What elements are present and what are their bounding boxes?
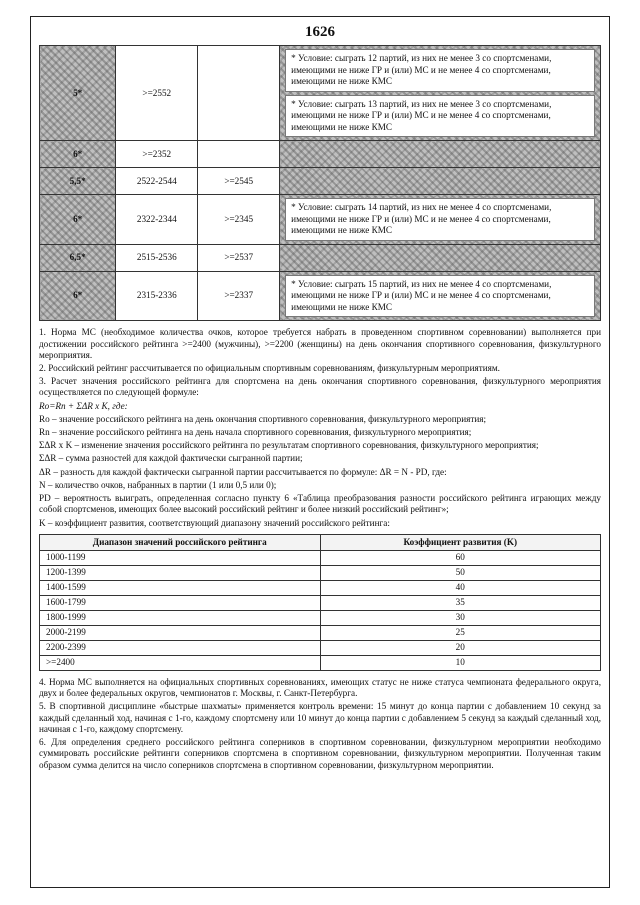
k-value-cell: 25: [320, 626, 601, 641]
norm-rank-cell: 6*: [40, 141, 116, 168]
norm-rating-lo: >=2345: [198, 195, 280, 245]
norm-rating-lo: [198, 46, 280, 141]
norm-condition-cell: [280, 195, 601, 245]
k-table-row: [40, 596, 601, 611]
k-value-cell: 40: [320, 581, 601, 596]
norm-rating-lo: >=2337: [198, 271, 280, 321]
k-range-cell: 1400-1599: [40, 581, 321, 596]
note-2: 2. Российский рейтинг рассчитывается по официальным спортивным соревнованиям, физкультурным мероприятиям.: [39, 362, 500, 373]
note-3: 3. Расчет значения российского рейтинга для спортсмена на день окончания спортивного соревнования, физкультурного мероприятия осуществляется по следующей формуле:: [39, 376, 601, 398]
norm-rating-hi: >=2552: [116, 46, 198, 141]
norm-row: [40, 141, 601, 168]
k-table-row: [40, 611, 601, 626]
note-1: 1. Норма МС (необходимое количества очков, которое требуется набрать в проведенном спортивном соревновании) выполняется при достижении российского рейтинга >=2400 (мужчины), >=2200 (женщины) на день окончания спортивного соревнования, физкультурного мероприятия.: [39, 327, 601, 360]
definition-line: N – количество очков, набранных в партии (1 или 0,5 или 0);: [39, 479, 277, 490]
norm-condition-hi: * Условие: сыграть 14 партий, из них не менее 4 со спортсменами, имеющими не ниже ГР и (или) МС и не менее 4 со спортсменами, имеющими не ниже КМС: [285, 198, 595, 241]
norm-rank-cell: 6*: [40, 271, 116, 321]
norm-condition-cell: [280, 271, 601, 321]
formula-definitions: [39, 414, 601, 516]
k-range-cell: >=2400: [40, 656, 321, 671]
definition-line: Ro – значение российского рейтинга на день окончания спортивного соревнования, физкультурного мероприятия;: [39, 413, 487, 424]
norm-condition-cell: [280, 168, 601, 195]
norm-table: [39, 45, 601, 321]
tail-note: 4. Норма МС выполняется на официальных спортивных соревнованиях, имеющих статус не ниже статуса чемпионата федерального округа, двух и более федеральных округов, чемпионатов г. Москвы, г. Санкт-Петербурга.: [39, 677, 601, 699]
k-value-cell: 20: [320, 641, 601, 656]
definition-line: Rn – значение российского рейтинга на день начала спортивного соревнования, физкультурного мероприятия;: [39, 427, 472, 438]
norm-rating-hi: 2522-2544: [116, 168, 198, 195]
document-page: [30, 16, 610, 888]
k-table-row: [40, 566, 601, 581]
norm-condition-lo: * Условие: сыграть 13 партий, из них не менее 3 со спортсменами, имеющими не ниже ГР и (или) МС и не менее 4 со спортсменами, имеющими не ниже КМС: [285, 95, 595, 138]
notes-section: [39, 327, 601, 529]
k-range-cell: 1000-1199: [40, 551, 321, 566]
definition-line: ΔR – разность для каждой фактически сыгранной партии рассчитывается по формуле: ΔR = N - PD, где:: [39, 466, 447, 477]
k-value-cell: 35: [320, 596, 601, 611]
k-range-cell: 1800-1999: [40, 611, 321, 626]
definition-line: PD – вероятность выиграть, определенная согласно пункту 6 «Таблица преобразования разности российского рейтинга играющих между собой спортсменов, имеющих более высокий российский рейтинг и более низкий российский рейтинг»;: [39, 493, 601, 515]
k-table-row: [40, 551, 601, 566]
norm-rating-lo: [198, 141, 280, 168]
k-table-row: [40, 641, 601, 656]
k-value-cell: 60: [320, 551, 601, 566]
k-value-cell: 50: [320, 566, 601, 581]
k-range-cell: 1200-1399: [40, 566, 321, 581]
k-range-cell: 2200-2399: [40, 641, 321, 656]
norm-condition-cell: [280, 244, 601, 271]
norm-rank-cell: 6,5*: [40, 244, 116, 271]
tail-note: 5. В спортивной дисциплине «быстрые шахматы» применяется контроль времени: 15 минут до конца партии с добавлением 10 секунд за каждый сделанный ход, начиная с 1-го, каждому спортсмену или 10 минут до конца партии с добавлением 5 секунд за каждый сделанный ход, начиная с 1-го, каждому спортсмену.: [39, 701, 601, 734]
norm-rank-cell: 6*: [40, 195, 116, 245]
k-intro: K – коэффициент развития, соответствующий диапазону значений российского рейтинга:: [39, 517, 390, 528]
norm-rank-cell: 5*: [40, 46, 116, 141]
k-range-cell: 2000-2199: [40, 626, 321, 641]
norm-condition-hi: * Условие: сыграть 12 партий, из них не менее 3 со спортсменами, имеющими не ниже ГР и (или) МС и не менее 4 со спортсменами, имеющими не ниже КМС: [285, 49, 595, 92]
norm-row: [40, 168, 601, 195]
norm-row: [40, 195, 601, 245]
tail-notes: [39, 677, 601, 771]
norm-rank-cell: 5,5*: [40, 168, 116, 195]
k-table-row: [40, 581, 601, 596]
k-value-cell: 30: [320, 611, 601, 626]
norm-condition-cell: [280, 141, 601, 168]
definition-line: ΣΔR x K – изменение значения российского рейтинга по результатам спортивного соревнования, физкультурного мероприятия;: [39, 440, 539, 451]
tail-note: 6. Для определения среднего российского рейтинга соперников в спортивном соревновании, физкультурном мероприятии необходимо суммировать российские рейтинги соперников спортсмена в спортивном соревновании, физкультурном мероприятии. Полученная таким образом сумма делится на число соперников спортсмена в спортивном соревновании, физкультурном мероприятии.: [39, 737, 601, 770]
k-table-header-k: Коэффициент развития (K): [320, 534, 601, 550]
k-table-row: [40, 626, 601, 641]
k-range-cell: 1600-1799: [40, 596, 321, 611]
norm-condition-cell: [280, 46, 601, 141]
norm-row: [40, 46, 601, 141]
norm-rating-hi: 2322-2344: [116, 195, 198, 245]
norm-rating-hi: 2315-2336: [116, 271, 198, 321]
norm-row: [40, 244, 601, 271]
page-number: 1626: [305, 24, 335, 40]
definition-line: ΣΔR – сумма разностей для каждой фактически сыгранной партии;: [39, 453, 303, 464]
k-value-cell: 10: [320, 656, 601, 671]
norm-condition-hi: * Условие: сыграть 15 партий, из них не менее 4 со спортсменами, имеющими не ниже ГР и (или) МС и не менее 4 со спортсменами, имеющими не ниже КМС: [285, 275, 595, 318]
rating-formula: Ro=Rn + ΣΔR x K, где:: [39, 400, 128, 411]
norm-rating-hi: 2515-2536: [116, 244, 198, 271]
k-table-header-range: Диапазон значений российского рейтинга: [40, 534, 321, 550]
norm-rating-lo: >=2545: [198, 168, 280, 195]
norm-row: [40, 271, 601, 321]
norm-rating-lo: >=2537: [198, 244, 280, 271]
norm-rating-hi: >=2352: [116, 141, 198, 168]
k-table-row: [40, 656, 601, 671]
k-coefficient-table: [39, 534, 601, 671]
